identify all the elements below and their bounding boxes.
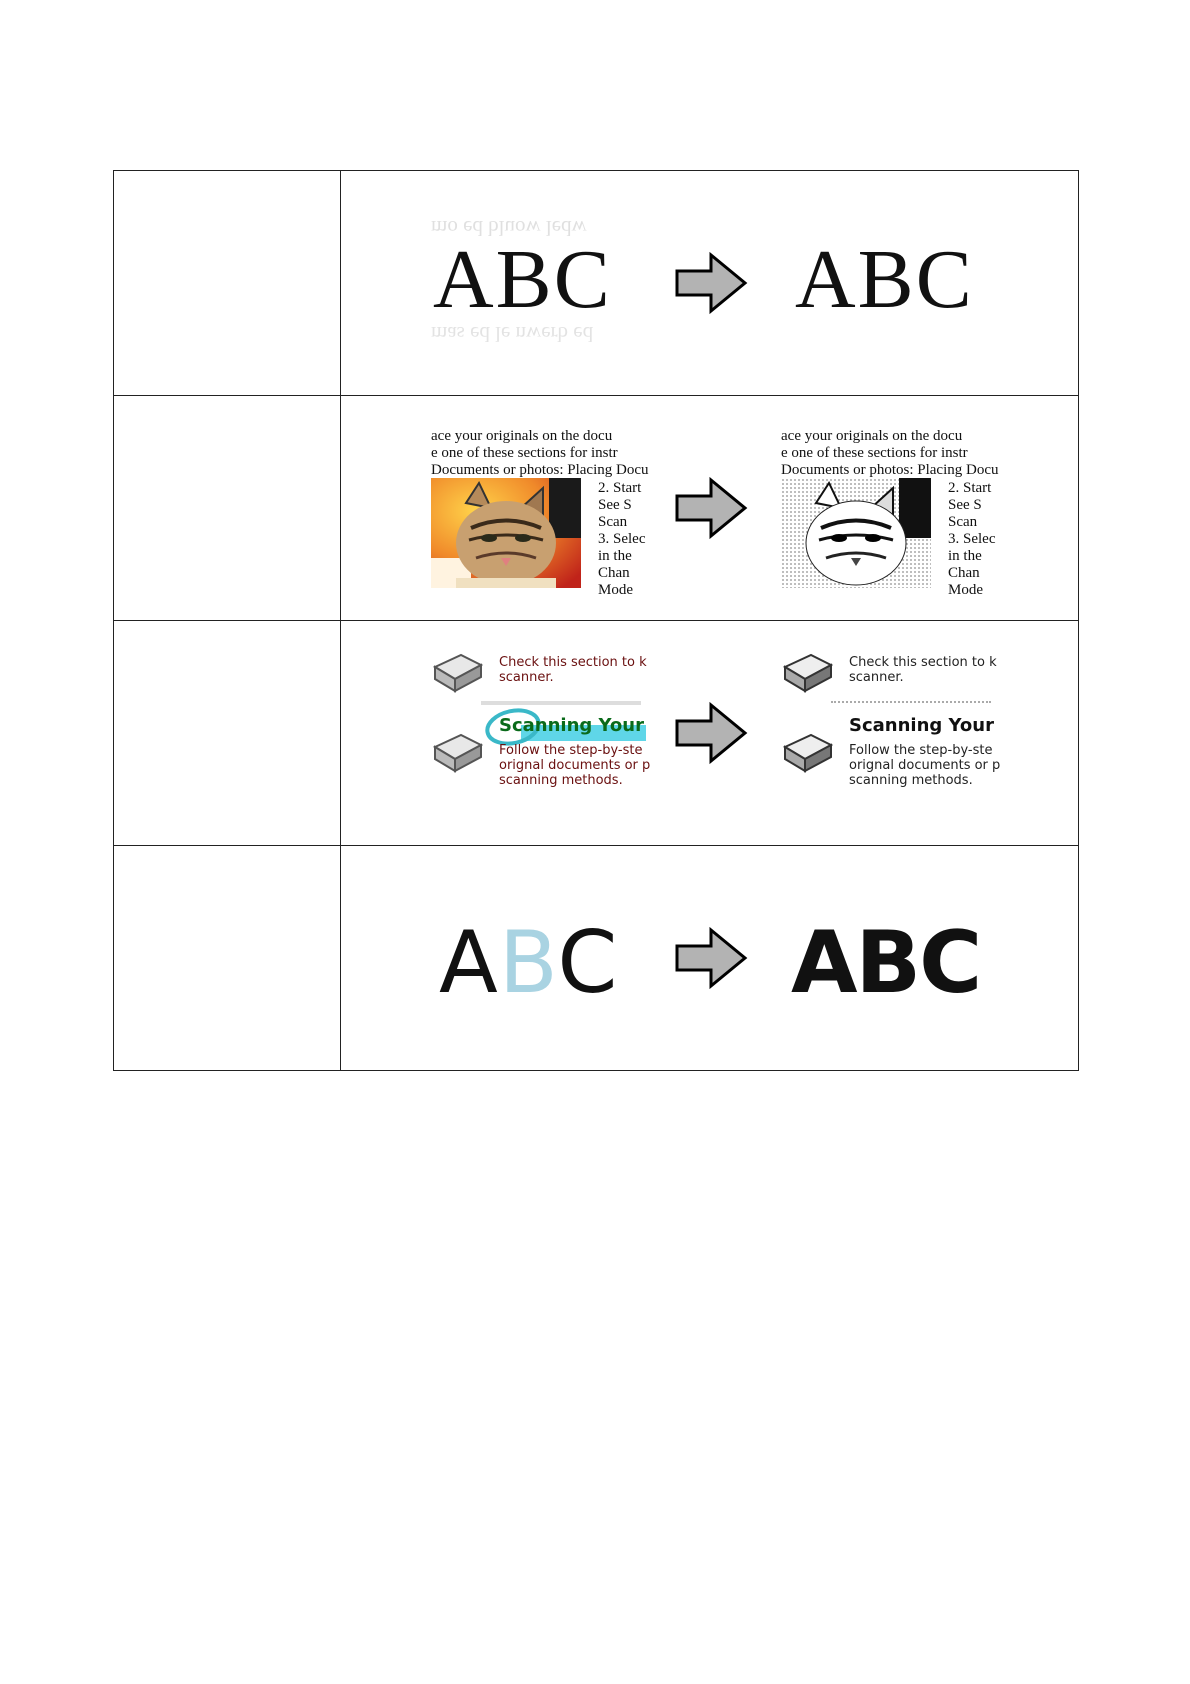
after-sample xyxy=(781,878,991,1038)
step-column: 2. Start See S Scan 3. Selec in the Chan Mode xyxy=(948,480,996,598)
after-sample xyxy=(781,428,999,598)
web-text: scanner. xyxy=(499,670,554,685)
web-text: Check this section to k xyxy=(499,655,647,670)
web-text: scanning methods. xyxy=(499,773,623,788)
after-sample xyxy=(781,653,1001,813)
step-column: 2. Start See S Scan 3. Selec in the Chan Mode xyxy=(598,480,646,598)
row-label-cell xyxy=(114,396,341,621)
before-sample xyxy=(431,878,641,1038)
cat-photo xyxy=(431,478,581,588)
row-label-cell xyxy=(114,846,341,1071)
before-sample xyxy=(431,428,649,598)
table-row xyxy=(114,846,1079,1071)
doc-line: Documents or photos: Placing Docu xyxy=(431,462,649,478)
scanner-icon xyxy=(781,653,833,697)
row-label-cell xyxy=(114,171,341,396)
scanner-icon xyxy=(431,653,483,697)
before-sample xyxy=(431,653,651,813)
web-text: Follow the step-by-ste xyxy=(849,743,993,758)
arrow-right-icon xyxy=(641,478,781,538)
arrow-right-icon xyxy=(641,928,781,988)
scanner-icon xyxy=(431,733,483,777)
sample-cell xyxy=(341,846,1079,1071)
doc-line: ace your originals on the docu xyxy=(781,428,963,444)
divider xyxy=(481,701,641,705)
sample-text: ABC xyxy=(433,233,612,326)
cat-photo-bw xyxy=(781,478,931,588)
web-title: Scanning Your xyxy=(499,715,644,736)
table-row xyxy=(114,621,1079,846)
before-sample xyxy=(431,203,641,363)
web-text: orignal documents or p xyxy=(499,758,651,773)
arrow-right-icon xyxy=(641,703,781,763)
divider xyxy=(831,701,991,706)
sample-cell xyxy=(341,171,1079,396)
doc-line: ace your originals on the docu xyxy=(431,428,613,444)
doc-line: e one of these sections for instr xyxy=(431,445,618,461)
sample-text: ABC xyxy=(795,233,974,326)
sample-cell xyxy=(341,396,1079,621)
web-text: scanner. xyxy=(849,670,904,685)
web-text: orignal documents or p xyxy=(849,758,1001,773)
sample-text: ABC xyxy=(791,913,981,1013)
row-label-cell xyxy=(114,621,341,846)
arrow-right-icon xyxy=(641,253,781,313)
table-row xyxy=(114,171,1079,396)
web-text: scanning methods. xyxy=(849,773,973,788)
sample-cell xyxy=(341,621,1079,846)
doc-line: e one of these sections for instr xyxy=(781,445,968,461)
doc-line: Documents or photos: Placing Docu xyxy=(781,462,999,478)
ghost-text: mo ed bluow ledw xyxy=(431,216,587,240)
sample-table xyxy=(113,170,1079,1071)
web-text: Check this section to k xyxy=(849,655,997,670)
ghost-text: mas ed le nwerb ed xyxy=(431,322,594,346)
table-row xyxy=(114,396,1079,621)
sample-text: ABC xyxy=(439,913,619,1013)
scanner-icon xyxy=(781,733,833,777)
web-title: Scanning Your xyxy=(849,715,994,736)
after-sample xyxy=(781,203,991,363)
web-text: Follow the step-by-ste xyxy=(499,743,643,758)
